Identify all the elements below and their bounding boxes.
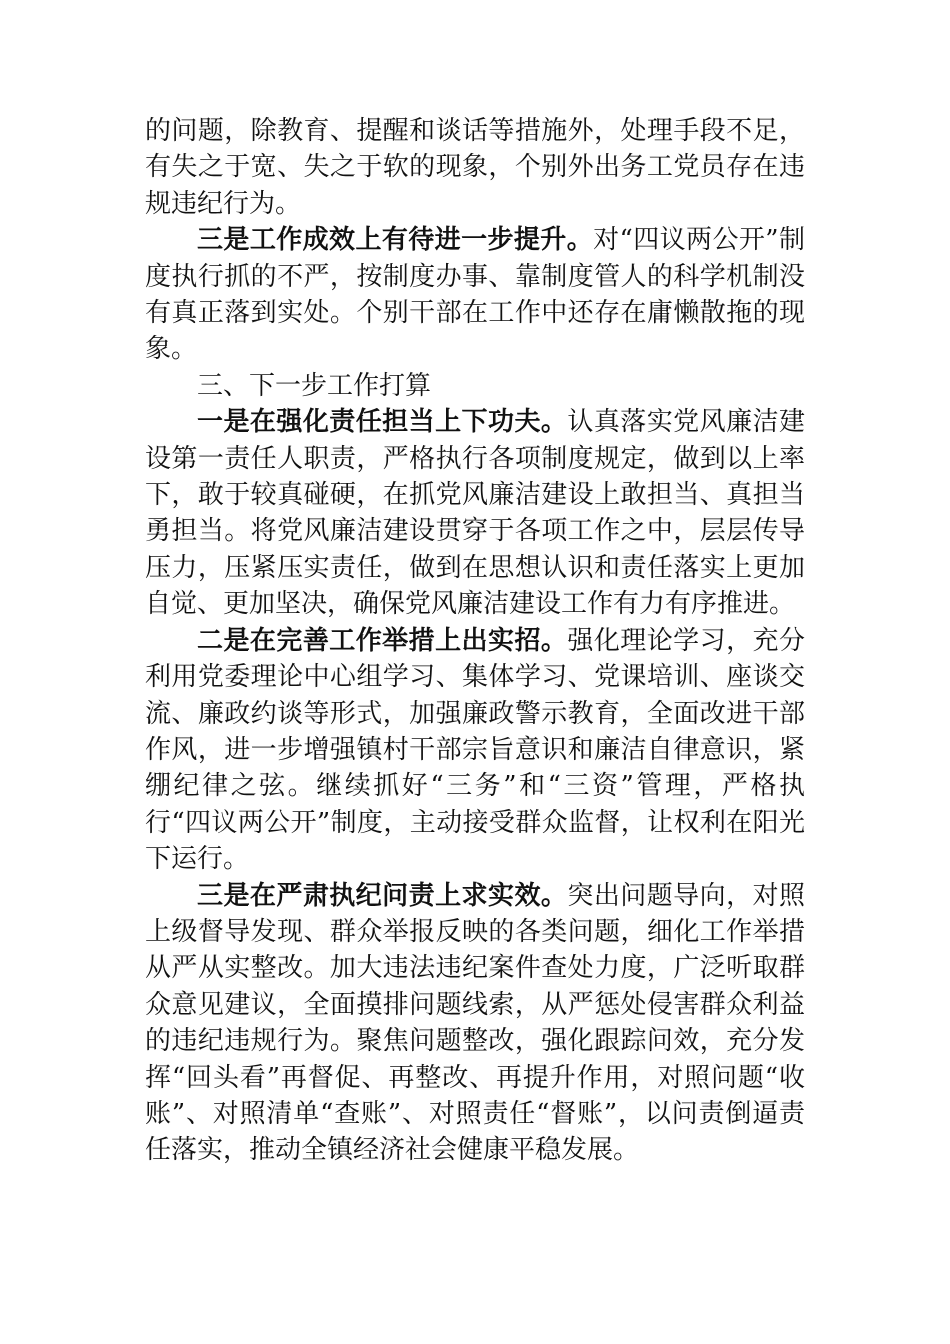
paragraph-continuation <box>145 113 805 222</box>
paragraph-text: 突出问题导向，对照上级督导发现、群众举报反映的各类问题，细化工作举措从严从实整改。加大违法违纪案件查处力度，广泛听取群众意见建议，全面摸排问题线索，从严惩处侵害群众利益的违纪违规行为。聚焦问题整改，强化跟踪问效，充分发挥“回头看”再督促、再整改、再提升作用，对照问题“收账”、对照清单“查账”、对照责任“督账”，以问责倒逼责任落实，推动全镇经济社会健康平稳发展。 <box>145 880 805 1166</box>
paragraph-measures <box>145 623 805 878</box>
paragraph-text: 对“四议两公开”制度执行抓的不严，按制度办事、靠制度管人的科学机制没有真正落到实处。个别干部在工作中还存在庸懒散拖的现象。 <box>145 225 805 365</box>
paragraph-text: 的问题，除教育、提醒和谈话等措施外，处理手段不足，有失之于宽、失之于软的现象，个别外出务工党员存在违规违纪行为。 <box>145 116 805 219</box>
paragraph-responsibility <box>145 404 805 622</box>
paragraph-text: 强化理论学习，充分利用党委理论中心组学习、集体学习、党课培训、座谈交流、廉政约谈等形式，加强廉政警示教育，全面改进干部作风，进一步增强镇村干部宗旨意识和廉洁自律意识，紧绷纪律之弦。继续抓好“三务”和“三资”管理，严格执行“四议两公开”制度，主动接受群众监督，让权利在阳光下运行。 <box>145 625 805 875</box>
paragraph-text: 认真落实党风廉洁建设第一责任人职责，严格执行各项制度规定，做到以上率下，敢于较真碰硬，在抓党风廉洁建设上敢担当、真担当勇担当。将党风廉洁建设贯穿于各项工作之中，层层传导压力，压紧压实责任，做到在思想认识和责任落实上更加自觉、更加坚决，确保党风廉洁建设工作有力有序推进。 <box>145 407 805 620</box>
section-heading <box>145 368 805 404</box>
paragraph-lead: 一是在强化责任担当上下功夫。 <box>197 407 568 438</box>
paragraph-accountability <box>145 878 805 1169</box>
paragraph-work-effectiveness <box>145 222 805 368</box>
paragraph-lead: 三是在严肃执纪问责上求实效。 <box>197 880 568 911</box>
document-body <box>145 113 805 1169</box>
paragraph-lead: 二是在完善工作举措上出实招。 <box>197 625 568 656</box>
section-heading-text: 三、下一步工作打算 <box>197 370 432 401</box>
paragraph-lead: 三是工作成效上有待进一步提升。 <box>197 225 594 256</box>
